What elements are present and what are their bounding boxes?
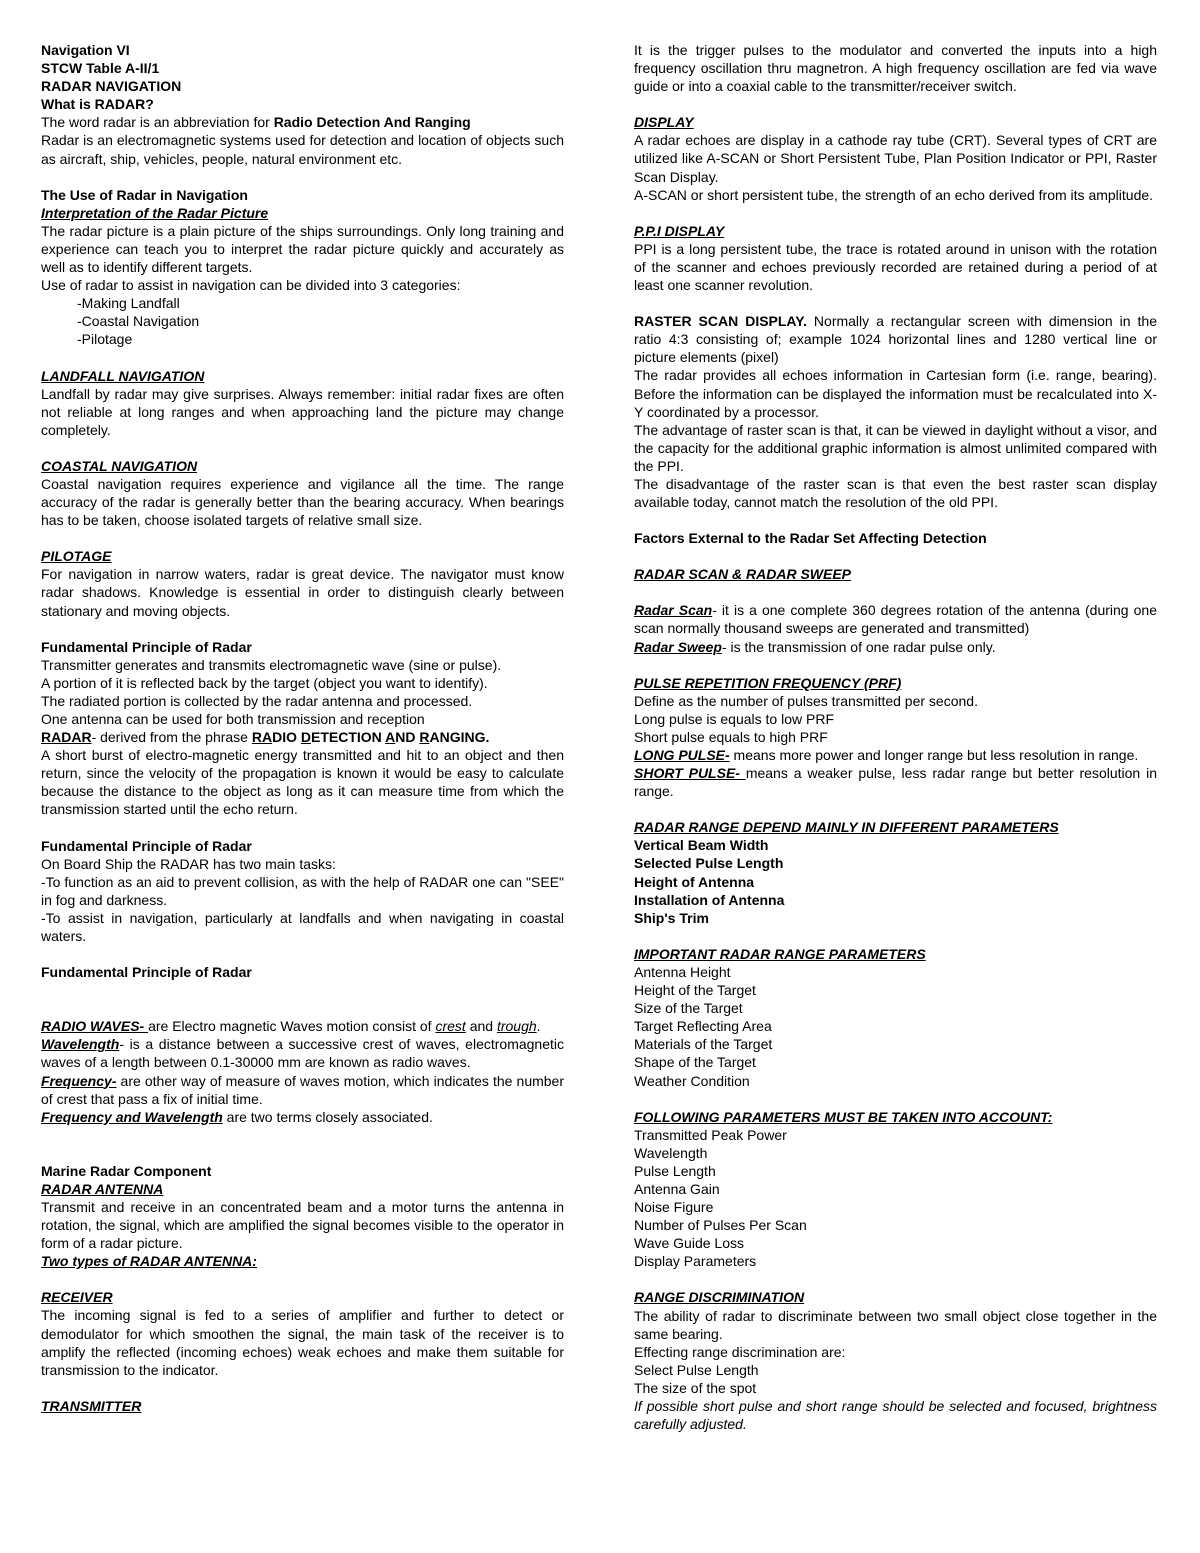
section-heading: What is RADAR? <box>41 96 154 113</box>
paragraph: Define as the number of pulses transmitted per second. <box>634 692 978 709</box>
paragraph: The radar provides all echoes information in Cartesian form (i.e. range, bearing). Before the information can be displayed the information must be recalculated into X-Y coordinated by a processor. <box>634 367 1157 420</box>
subsection-heading: FOLLOWING PARAMETERS MUST BE TAKEN INTO ACCOUNT: <box>634 1108 1053 1125</box>
paragraph: RADIO WAVES- are Electro magnetic Waves motion consist of crest and trough. <box>41 1018 541 1035</box>
paragraph: LONG PULSE- means more power and longer range but less resolution in range. <box>634 747 1139 763</box>
subsection-heading: RECEIVER <box>41 1289 113 1306</box>
paragraph: The disadvantage of the raster scan is that even the best raster scan display available today, cannot match the resolution of the old PPI. <box>634 475 1157 511</box>
paragraph: The radar picture is a plain picture of the ships surroundings. Only long training and experience can teach you to interpret the radar picture quickly and accurately as well as to identify different targets. <box>41 222 564 276</box>
list-item: Size of the Target <box>634 1000 743 1017</box>
subsection-heading: PILOTAGE <box>41 548 112 565</box>
subsection-heading: IMPORTANT RADAR RANGE PARAMETERS <box>634 945 926 962</box>
paragraph: PPI is a long persistent tube, the trace is rotated around in unison with the rotation of the scanner and echoes previously recorded are retained during a period of at least one scanner revolution. <box>634 240 1157 294</box>
paragraph: One antenna can be used for both transmission and reception <box>41 711 425 727</box>
paragraph: Landfall by radar may give surprises. Always remember: initial radar fixes are often not reliable at long ranges and when approaching land the picture may change completely. <box>41 385 564 438</box>
paragraph: Frequency- are other way of measure of waves motion, which indicates the number of crest that pass a fix of initial time. <box>41 1072 564 1107</box>
paragraph: Use of radar to assist in navigation can be divided into 3 categories: <box>41 277 461 294</box>
list-item: -Coastal Navigation <box>77 313 200 330</box>
paragraph: RASTER SCAN DISPLAY. Normally a rectangular screen with dimension in the ratio 4:3 consisting of; example 1024 horizontal lines and 1280 vertical line or picture elements (pixel) <box>634 313 1157 366</box>
paragraph: The ability of radar to discriminate between two small object close together in the same bearing. <box>634 1307 1157 1342</box>
paragraph: The word radar is an abbreviation for Radio Detection And Ranging <box>41 114 471 131</box>
note: If possible short pulse and short range should be selected and focused, brightness carefully adjusted. <box>634 1398 1157 1433</box>
paragraph: The incoming signal is fed to a series of amplifier and further to detect or demodulator for which smoothen the signal, the main task of the receiver is to amplify the reflected (incoming echoes) weak echoes and make them suitable for transmission to the indicator. <box>41 1307 564 1378</box>
subsection-heading: P.P.I DISPLAY <box>634 222 725 239</box>
list-item: Target Reflecting Area <box>634 1018 772 1035</box>
list-item: -Pilotage <box>77 331 133 348</box>
paragraph: For navigation in narrow waters, radar is great device. The navigator must know radar shadows. Knowledge is essential in order to distinguish clearly between stationary and moving objects. <box>41 566 564 619</box>
subsection-heading: RADAR ANTENNA <box>41 1180 164 1197</box>
paragraph: Effecting range discrimination are: <box>634 1343 846 1360</box>
list-item: Height of the Target <box>634 982 756 999</box>
paragraph: The radiated portion is collected by the radar antenna and processed. <box>41 692 473 709</box>
list-item: Shape of the Target <box>634 1054 756 1071</box>
paragraph: A short burst of electro-magnetic energy transmitted and hit to an object and then return, since the velocity of the propagation is known it would be easy to calculate because the distance to the object as long as it can measure time from which the transmission started until the echo return. <box>41 747 564 818</box>
subsection-heading: LANDFALL NAVIGATION <box>41 367 205 384</box>
paragraph: Long pulse is equals to low PRF <box>634 710 834 727</box>
list-item: Materials of the Target <box>634 1036 773 1053</box>
list-item: Ship's Trim <box>634 909 709 926</box>
list-item: Weather Condition <box>634 1072 750 1089</box>
subsection-heading: RANGE DISCRIMINATION <box>634 1289 805 1306</box>
doc-title: Navigation VI <box>41 42 130 58</box>
section-heading: Factors External to the Radar Set Affecting Detection <box>634 530 987 547</box>
paragraph: Coastal navigation requires experience and vigilance all the time. The range accuracy of the radar is generally better than the bearing accuracy. When bearings has to be taken, choose isolated targets of relative small size. <box>41 475 564 529</box>
paragraph: Transmitter generates and transmits electromagnetic wave (sine or pulse). <box>41 656 502 673</box>
list-item: Wave Guide Loss <box>634 1235 744 1252</box>
doc-heading: RADAR NAVIGATION <box>41 78 182 95</box>
subsection-heading: RADAR RANGE DEPEND MAINLY IN DIFFERENT PARAMETERS <box>634 819 1059 836</box>
paragraph: Radar Sweep- is the transmission of one radar pulse only. <box>634 638 996 655</box>
list-item: Number of Pulses Per Scan <box>634 1217 807 1234</box>
paragraph: The advantage of raster scan is that, it can be viewed in daylight without a visor, and the capacity for the additional graphic information is almost unlimited compared with the PPI. <box>634 421 1157 474</box>
subsection-heading: DISPLAY <box>634 114 694 131</box>
paragraph: Radar Scan- it is a one complete 360 degrees rotation of the antenna (during one scan normally thousand sweeps are generated and transmitted) <box>634 602 1157 637</box>
paragraph: A radar echoes are display in a cathode ray tube (CRT). Several types of CRT are utilized like A-SCAN or Short Persistent Tube, Plan Position Indicator or PPI, Raster Scan Display. <box>634 132 1157 185</box>
paragraph: Select Pulse Length <box>634 1361 759 1378</box>
paragraph: Frequency and Wavelength are two terms closely associated. <box>41 1108 433 1125</box>
list-item: Noise Figure <box>634 1199 714 1216</box>
right-column <box>634 41 1157 1433</box>
paragraph: Short pulse equals to high PRF <box>634 728 828 745</box>
doc-subtitle: STCW Table A-II/1 <box>41 60 160 77</box>
subsection-heading: PULSE REPETITION FREQUENCY (PRF) <box>634 674 902 691</box>
list-item: Vertical Beam Width <box>634 837 769 854</box>
list-item: Wavelength <box>634 1144 708 1161</box>
section-heading: Fundamental Principle of Radar <box>41 837 252 854</box>
subsection-heading: RADAR SCAN & RADAR SWEEP <box>634 566 852 583</box>
list-item: Antenna Gain <box>634 1180 720 1197</box>
subsection-heading: COASTAL NAVIGATION <box>41 457 198 474</box>
paragraph: A-SCAN or short persistent tube, the strength of an echo derived from its amplitude. <box>634 186 1154 203</box>
paragraph: Radar is an electromagnetic systems used for detection and location of objects such as aircraft, ship, vehicles, people, natural environment etc. <box>41 132 564 167</box>
paragraph: -To function as an aid to prevent collision, as with the help of RADAR one can "SEE" in fog and darkness. <box>41 873 564 908</box>
paragraph: RADAR- derived from the phrase RADIO DETECTION AND RANGING. <box>41 729 490 746</box>
paragraph: A portion of it is reflected back by the target (object you want to identify). <box>41 674 488 691</box>
subsection-heading: TRANSMITTER <box>41 1397 142 1414</box>
list-item: -Making Landfall <box>77 295 180 312</box>
list-item: Display Parameters <box>634 1253 757 1270</box>
section-heading: Marine Radar Component <box>41 1162 212 1179</box>
list-item: Antenna Height <box>634 963 731 980</box>
section-heading: Fundamental Principle of Radar <box>41 964 252 981</box>
list-item: Height of Antenna <box>634 873 755 890</box>
list-item: Selected Pulse Length <box>634 855 784 872</box>
paragraph: Wavelength- is a distance between a successive crest of waves, electromagnetic waves of a length between 0.1-30000 mm are known as radio waves. <box>41 1036 564 1071</box>
paragraph: On Board Ship the RADAR has two main tasks: <box>41 855 336 872</box>
list-item: Installation of Antenna <box>634 891 785 908</box>
list-item: Transmitted Peak Power <box>634 1126 787 1143</box>
paragraph: -To assist in navigation, particularly at landfalls and when navigating in coastal waters. <box>41 909 564 945</box>
subsection-heading: Interpretation of the Radar Picture <box>41 204 269 221</box>
left-column <box>41 41 564 1415</box>
paragraph: Transmit and receive in an concentrated beam and a motor turns the antenna in rotation, the signal, which are amplified the signal becomes visible to the operator in form of a radar picture. <box>41 1198 564 1252</box>
paragraph: The size of the spot <box>634 1379 757 1396</box>
paragraph: SHORT PULSE- means a weaker pulse, less radar range but better resolution in range. <box>634 765 1157 800</box>
section-heading: The Use of Radar in Navigation <box>41 186 248 203</box>
subsection-heading: Two types of RADAR ANTENNA: <box>41 1253 257 1270</box>
section-heading: Fundamental Principle of Radar <box>41 638 252 655</box>
paragraph: It is the trigger pulses to the modulator and converted the inputs into a high frequency oscillation thru magnetron. A high frequency oscillation are fed via wave guide or into a coaxial cable to the transmitter/receiver switch. <box>634 42 1157 95</box>
list-item: Pulse Length <box>634 1162 716 1179</box>
